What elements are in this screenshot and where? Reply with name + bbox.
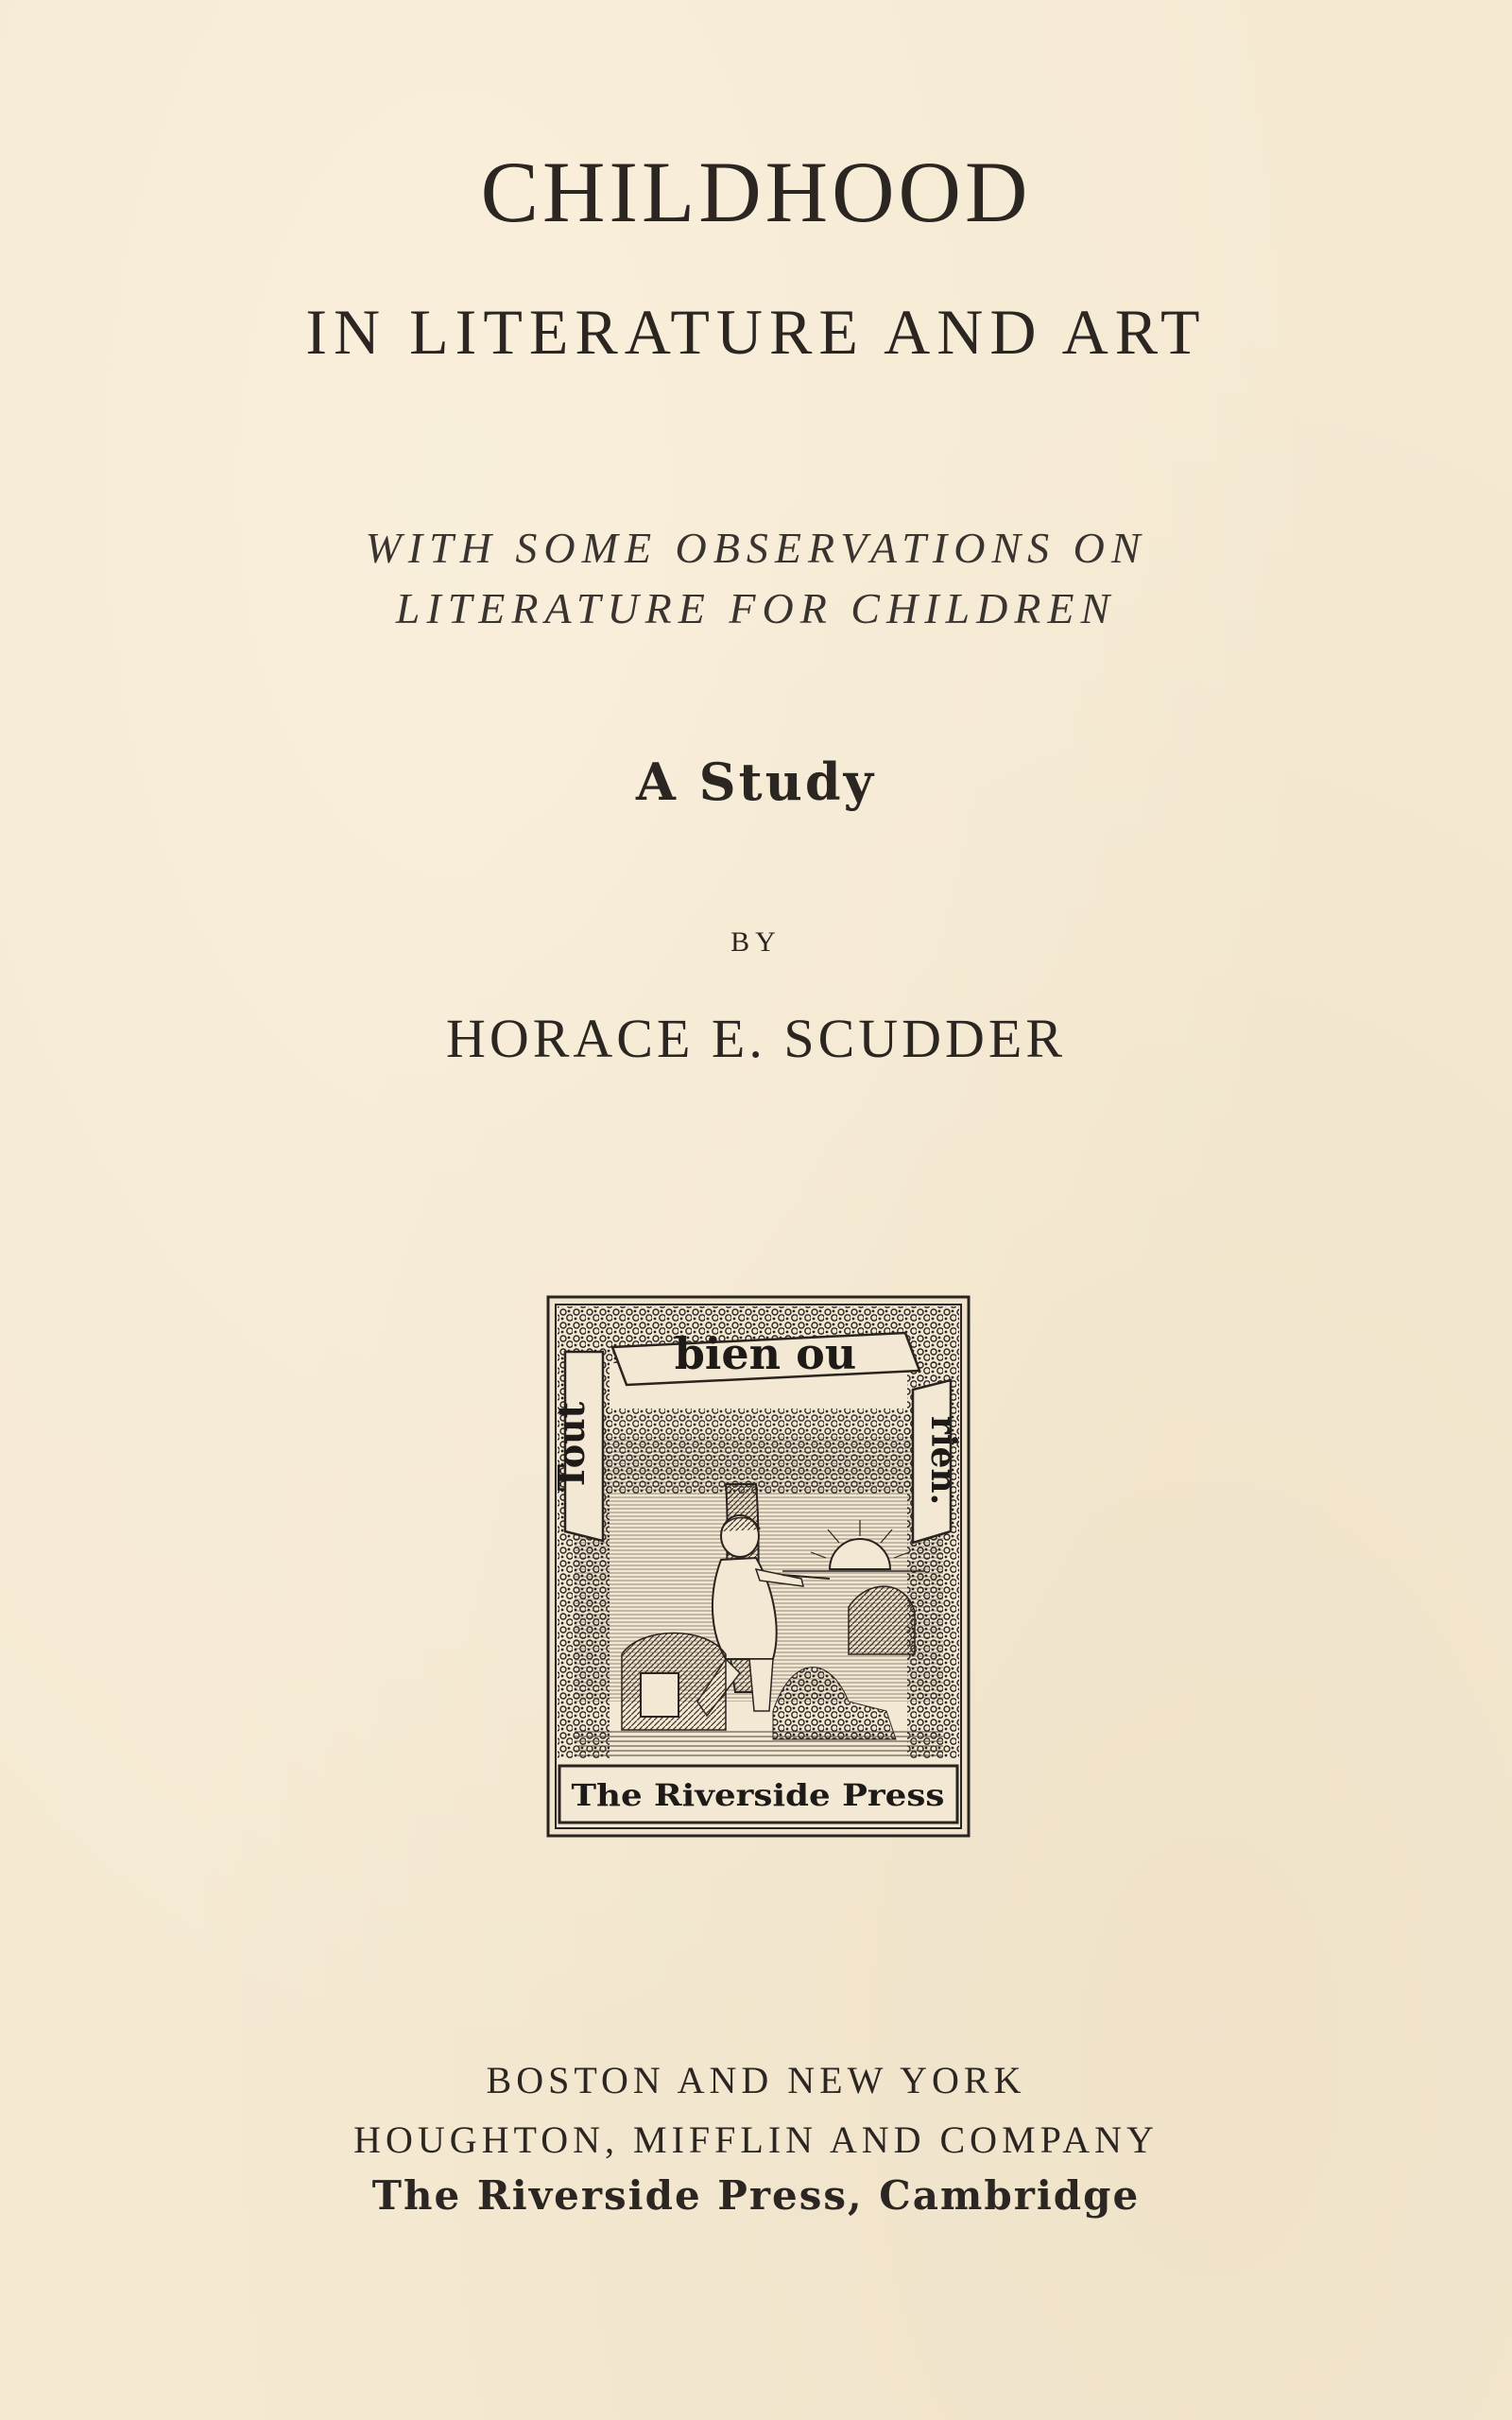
device-banner-left: Tout <box>550 1401 593 1492</box>
book-title: CHILDHOOD <box>480 144 1032 240</box>
device-footer-text: The Riverside Press <box>571 1777 945 1813</box>
device-banner-top: bien ou <box>674 1328 857 1379</box>
publisher-cities: BOSTON AND NEW YORK <box>486 2059 1026 2101</box>
device-banner-right: rien. <box>923 1415 963 1506</box>
book-subtitle: IN LITERATURE AND ART <box>305 296 1207 368</box>
publisher-name: HOUGHTON, MIFFLIN AND COMPANY <box>353 2118 1159 2161</box>
press-imprint: The Riverside Press, Cambridge <box>371 2172 1141 2219</box>
description-line-2: LITERATURE FOR CHILDREN <box>395 584 1117 632</box>
description-line-1: WITH SOME OBSERVATIONS ON <box>365 524 1147 572</box>
author-name: HORACE E. SCUDDER <box>445 1008 1067 1069</box>
riverside-press-device <box>546 1295 971 1838</box>
study-label: A Study <box>635 752 877 812</box>
by-label: BY <box>730 926 782 958</box>
